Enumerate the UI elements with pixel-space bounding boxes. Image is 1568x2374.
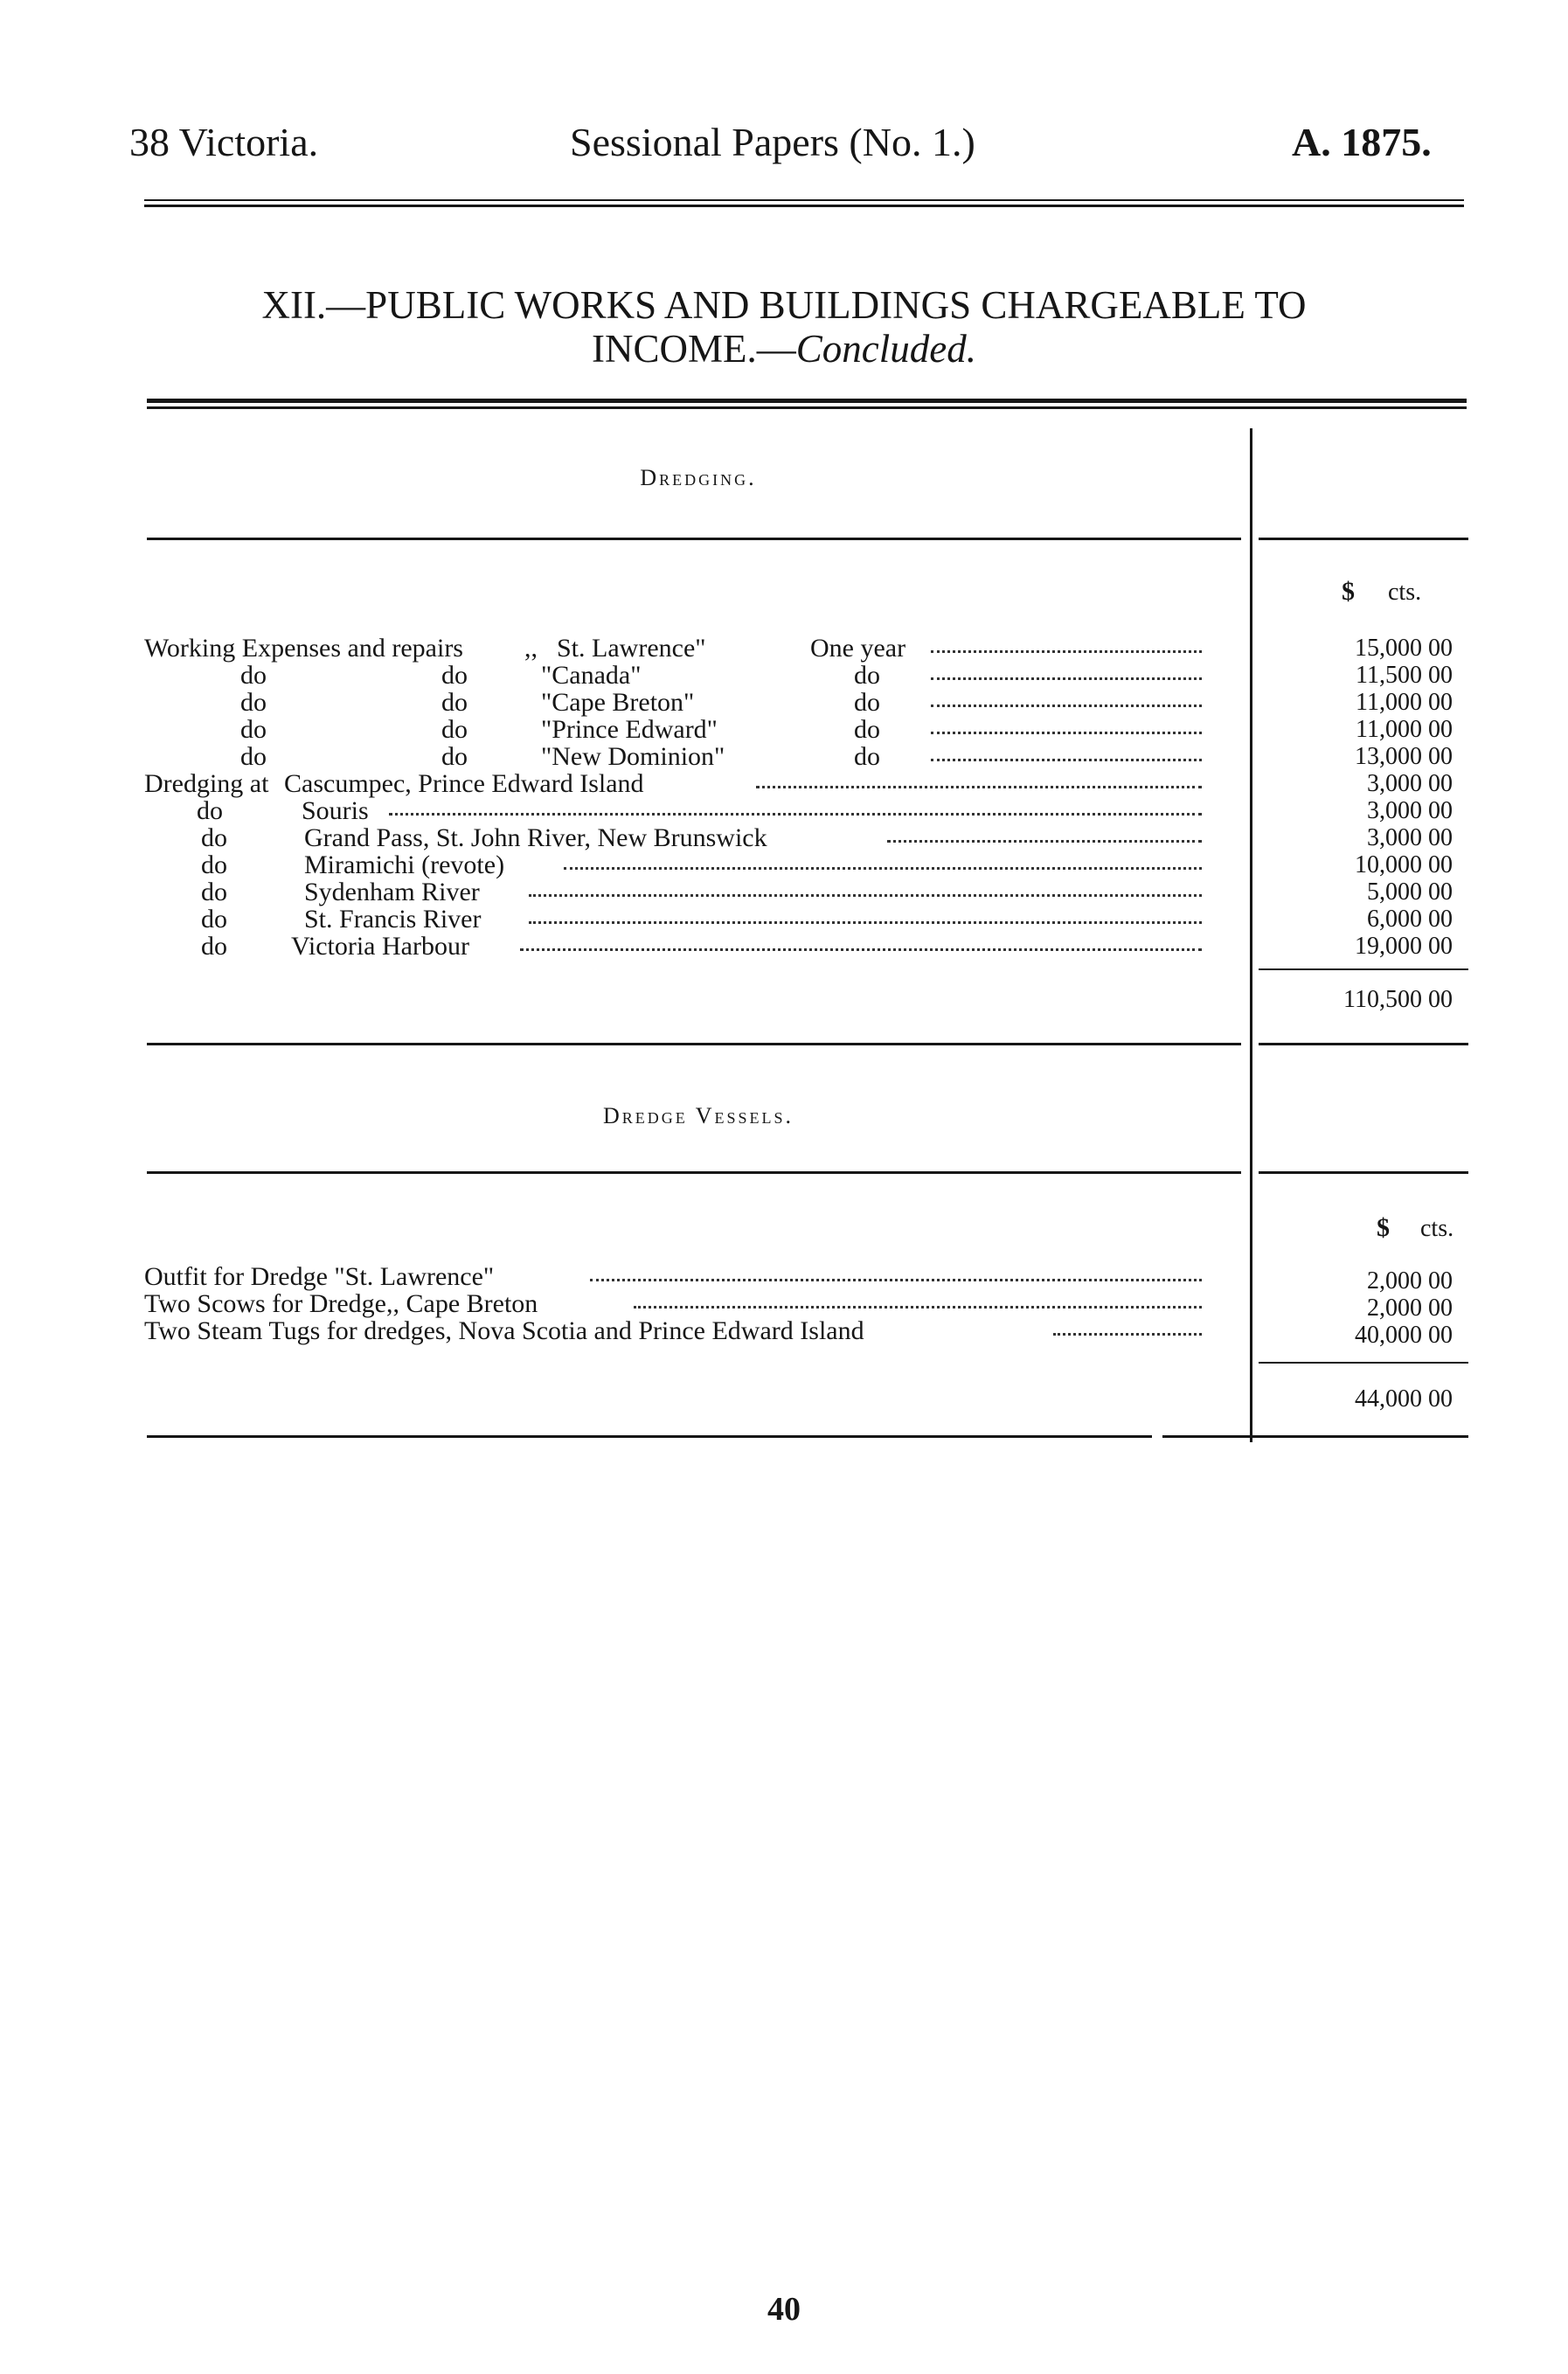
row-item: Two Steam Tugs for dredges, Nova Scotia and Prince Edward Island [144, 1316, 864, 1345]
table-row [144, 878, 1250, 906]
leader-dots [564, 867, 1202, 870]
amount-column-divider [1250, 428, 1252, 1442]
row-vessel: "New Dominion" [541, 742, 725, 771]
row-item: Dredging at [144, 769, 269, 798]
row-item: do [240, 661, 267, 690]
dredging-end-rule [147, 1043, 1241, 1045]
row-amount: 19,000 00 [1355, 933, 1453, 960]
row-amount: 10,000 00 [1355, 851, 1453, 878]
row-period: do [854, 715, 880, 744]
table-row [144, 906, 1250, 933]
row-amount: 2,000 00 [1367, 1295, 1453, 1322]
row-period: do [854, 661, 880, 690]
row-item: do [201, 878, 227, 906]
row-amount: 13,000 00 [1355, 743, 1453, 770]
leader-dots [1053, 1333, 1202, 1336]
title-rule-bottom [147, 406, 1467, 409]
leader-dots [756, 786, 1202, 788]
vessels-end-amount-rule [1162, 1435, 1468, 1438]
row-ditto: ,, [524, 634, 538, 663]
dredging-heading-rule [147, 538, 1241, 540]
header-series: Sessional Papers (No. 1.) [570, 120, 975, 164]
section-title-line1: XII.—PUBLIC WORKS AND BUILDINGS CHARGEABLE TO [261, 283, 1307, 327]
row-amount: 3,000 00 [1367, 797, 1453, 824]
table-row [144, 1317, 1250, 1344]
row-amount: 3,000 00 [1367, 824, 1453, 851]
row-amount: 40,000 00 [1355, 1322, 1453, 1349]
dredging-end-amount-rule [1259, 1043, 1468, 1045]
row-ditto: do [441, 715, 468, 744]
leader-dots [931, 732, 1202, 734]
dredging-amount-rule [1259, 538, 1468, 540]
leader-dots [931, 650, 1202, 653]
vessels-amount-rule [1259, 1171, 1468, 1174]
row-item: do [201, 905, 227, 934]
row-amount: 11,500 00 [1356, 662, 1453, 689]
row-item: do [201, 823, 227, 852]
header-rule-bottom [144, 205, 1464, 207]
row-amount: 6,000 00 [1367, 906, 1453, 933]
leader-dots [520, 948, 1202, 951]
leader-dots [389, 813, 1202, 816]
table-row [144, 1263, 1250, 1290]
vessels-total-rule [1259, 1362, 1468, 1364]
cents-label-2: cts. [1420, 1215, 1454, 1242]
cents-label: cts. [1388, 579, 1422, 606]
row-place: Victoria Harbour [291, 932, 469, 961]
row-vessel: "Prince Edward" [541, 715, 718, 744]
leader-dots [529, 894, 1202, 897]
dredge-vessels-heading: Dredge Vessels. [602, 1103, 794, 1128]
leader-dots [590, 1279, 1202, 1281]
table-row [144, 743, 1250, 770]
row-ditto: do [441, 661, 468, 690]
page-number: 40 [767, 2291, 801, 2328]
table-row [144, 635, 1250, 662]
row-item: Outfit for Dredge "St. Lawrence" [144, 1262, 495, 1291]
leader-dots [887, 840, 1202, 843]
row-ditto: do [441, 688, 468, 717]
table-row [144, 662, 1250, 689]
row-vessel: "Cape Breton" [541, 688, 695, 717]
leader-dots [529, 921, 1202, 924]
table-row [144, 716, 1250, 743]
row-amount: 5,000 00 [1367, 878, 1453, 906]
row-ditto: do [441, 742, 468, 771]
row-place: Miramichi (revote) [304, 850, 505, 879]
table-row [144, 689, 1250, 716]
dredging-total-rule [1259, 968, 1468, 970]
row-amount: 15,000 00 [1355, 635, 1453, 662]
leader-dots [634, 1306, 1202, 1308]
leader-dots [931, 705, 1202, 707]
row-vessel: St. Lawrence" [557, 634, 706, 663]
row-place: Cascumpec, Prince Edward Island [284, 769, 644, 798]
row-vessel: "Canada" [541, 661, 642, 690]
section-title-line2 [0, 329, 1568, 370]
title-rule-top [147, 399, 1467, 403]
table-row [144, 824, 1250, 851]
currency-symbol-2: $ [1377, 1213, 1390, 1242]
row-item: do [240, 688, 267, 717]
currency-symbol: $ [1342, 577, 1355, 606]
row-item: do [197, 796, 223, 825]
row-amount: 11,000 00 [1356, 689, 1453, 716]
row-period: do [854, 742, 880, 771]
vessels-total: 44,000 00 [1355, 1385, 1453, 1413]
row-place: Souris [302, 796, 369, 825]
header-volume: 38 Victoria. [129, 120, 319, 164]
row-period: One year [810, 634, 906, 663]
row-amount: 11,000 00 [1356, 716, 1453, 743]
table-row [144, 797, 1250, 824]
leader-dots [931, 677, 1202, 680]
leader-dots [931, 759, 1202, 761]
row-amount: 3,000 00 [1367, 770, 1453, 797]
row-item: do [240, 715, 267, 744]
row-item: do [240, 742, 267, 771]
row-place: Grand Pass, St. John River, New Brunswick [304, 823, 767, 852]
row-place: St. Francis River [304, 905, 482, 934]
row-item: Working Expenses and repairs [144, 634, 463, 663]
section-title-italic: Concluded. [795, 327, 976, 371]
header-rule-top [144, 199, 1464, 201]
dredging-heading: Dredging. [640, 465, 757, 490]
row-item: Two Scows for Dredge,, Cape Breton [144, 1289, 538, 1318]
table-row [144, 933, 1250, 960]
header-year: A. 1875. [1292, 120, 1432, 164]
row-item: do [201, 850, 227, 879]
row-place: Sydenham River [304, 878, 480, 906]
row-item: do [201, 932, 227, 961]
table-row [144, 851, 1250, 878]
vessels-end-rule [147, 1435, 1152, 1438]
table-row [144, 770, 1250, 797]
section-title-plain: INCOME.— [592, 327, 796, 371]
row-period: do [854, 688, 880, 717]
dredging-total: 110,500 00 [1343, 986, 1453, 1013]
row-amount: 2,000 00 [1367, 1267, 1453, 1295]
table-row [144, 1290, 1250, 1317]
vessels-heading-rule [147, 1171, 1241, 1174]
